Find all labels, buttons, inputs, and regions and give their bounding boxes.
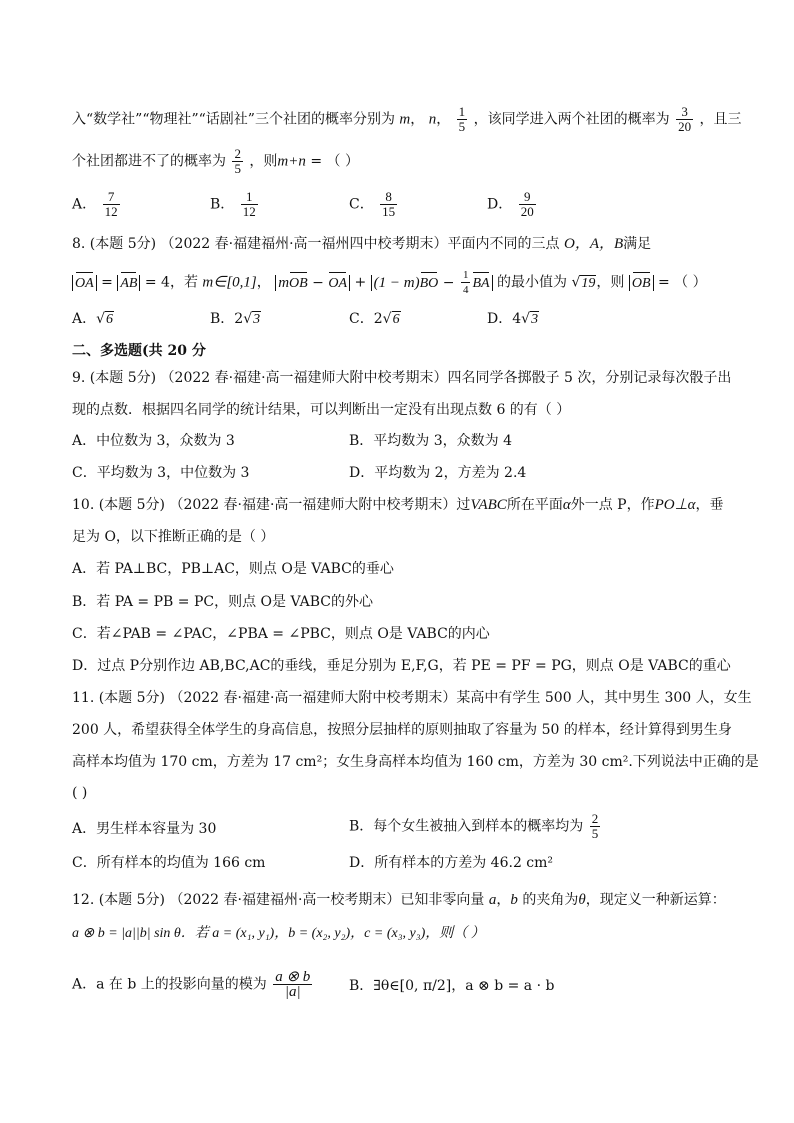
abs-oa: OA [72, 275, 97, 291]
q10-option-b: B．若 PA = PB = PC，则点 O是 VABC的外心 [72, 594, 373, 610]
abs-expr1: mOB − OA [275, 275, 350, 291]
q9-option-a: A．中位数为 3，众数为 3 [72, 433, 235, 449]
option-letter: B． [210, 311, 235, 327]
q7-line2 [72, 147, 359, 176]
q11-line4: ( ) [72, 785, 88, 801]
frac-num: 2 [591, 811, 599, 826]
frac-num: a ⊗ b [275, 969, 311, 985]
q12-line2: a ⊗ b = |a||b| sin θ．若 a = (x₁, y₁)，b = (x₂, y₂)，c = (x₃, y₃)，则（ ） [72, 926, 485, 941]
var-m: m [399, 111, 411, 128]
q7-option-b [210, 190, 260, 219]
q12-opta-frac [273, 970, 312, 999]
q8-text-d: = （ ） [657, 274, 707, 291]
q11-line3: 高样本均值为 170 cm，方差为 17 cm²；女生身高样本均值为 160 cm，方差为 30 cm².下列说法中正确的是 [72, 754, 759, 770]
abs-expr2: (1 − m)BO − $\frac{1}{4}$ BA [371, 275, 493, 291]
q8-header [72, 234, 651, 254]
frac-den: 12 [104, 204, 118, 219]
q7-text-c: ，且三 [699, 111, 742, 128]
q8-text-a: = 4，若 [144, 274, 198, 291]
option-sqrt: 6 [106, 312, 114, 327]
frac-den: |a| [284, 984, 301, 1000]
frac-1-5 [457, 105, 468, 134]
q11-option-a: A．男生样本容量为 30 [72, 821, 217, 837]
q9-line2: 现的点数．根据四名同学的统计结果，可以判断出一定没有出现点数 6 的有（ ） [72, 402, 571, 418]
q7-text-d: 个社团都进不了的概率为 [72, 153, 226, 170]
q12-theta: θ [578, 892, 586, 908]
frac-2-5-b [590, 812, 601, 841]
q12-text-b: 的夹角为 [522, 892, 579, 908]
q8-line2: OA = AB = 4，若 m∈[0,1]， mOB − OA + (1 − m)BO − $\frac{1}{4}$ BA 的最小值为 √19，则 OB = （ ） [72, 268, 707, 297]
q7-text-f: = （ ） [310, 153, 359, 170]
q12-option-a [72, 970, 314, 999]
q7-option-d [487, 190, 538, 219]
q10-option-a: A．若 PA⊥BC，PB⊥AC，则点 O是 VABC的垂心 [72, 561, 394, 577]
q10-option-d: D．过点 P分别作边 AB,BC,AC的垂线，垂足分别为 E,F,G，若 PE = PF = PG，则点 O是 VABC的重心 [72, 658, 731, 674]
q10-triangle: VABC [470, 497, 507, 513]
option-coef: 2 [234, 311, 244, 327]
q7-text-a: 入“数学社”“物理社”“话剧社”三个社团的概率分别为 [72, 111, 395, 128]
q10-text-b: 所在平面 [506, 497, 563, 513]
q8-min-val: 19 [581, 275, 596, 291]
q11-option-c: C．所有样本的均值为 166 cm [72, 855, 266, 871]
q7-text-b: ，该同学进入两个社团的概率为 [473, 111, 670, 128]
q10-line1 [72, 495, 724, 515]
abs-ob: OB [629, 275, 654, 291]
frac-den: 5 [591, 826, 599, 841]
option-frac [519, 190, 536, 219]
q10-text-a: 10. (本题 5分) （2022 春·福建·高一福建师大附中校考期末）过 [72, 497, 471, 513]
frac-den: 20 [520, 204, 534, 219]
expr-m-plus-n: m+n [277, 153, 306, 170]
option-coef: 4 [512, 311, 522, 327]
option-letter: C． [349, 311, 374, 327]
abs-ab: AB [117, 275, 140, 291]
frac-num: 1 [458, 104, 466, 119]
q9-line1: 9. (本题 5分) （2022 春·福建·高一福建师大附中校考期末）四名同学各掷骰子 5 次，分别记录每次骰子出 [72, 370, 732, 386]
q10-perp: PO⊥α [654, 497, 696, 513]
q11-line2: 200 人，希望获得全体学生的身高信息，按照分层抽样的原则抽取了容量为 50 的样本，经计算得到男生身 [72, 722, 732, 738]
frac-2-5 [232, 147, 243, 176]
q11-option-b [349, 812, 602, 841]
q12-text-a: 12. (本题 5分) （2022 春·福建福州·高一校考期末）已知非零向量 [72, 892, 485, 908]
q8-option-c: C．2√6 [349, 311, 400, 327]
frac-den: 12 [242, 204, 256, 219]
option-letter: C． [349, 196, 374, 213]
section-heading: 二、多选题(共 20 分 [72, 343, 206, 359]
frac-den: 15 [382, 204, 396, 219]
q9-option-c: C．平均数为 3，中位数为 3 [72, 465, 250, 481]
q8-header-end: 满足 [623, 236, 652, 252]
q11-option-d: D．所有样本的方差为 46.2 cm² [349, 855, 554, 871]
frac-3-20 [676, 105, 693, 134]
q12-opta-text: A．a 在 b 上的投影向量的模为 [72, 976, 267, 993]
vec-a: a [488, 892, 497, 908]
q7-option-c [349, 190, 399, 219]
q8-text-c: ，则 [596, 274, 625, 291]
q12-option-b: B．∃θ∈[0, π/2]，a ⊗ b = a · b [349, 978, 555, 994]
q9-option-d: D．平均数为 2，方差为 2.4 [349, 465, 527, 481]
q12-line1: 12. (本题 5分) （2022 春·福建福州·高一校考期末）已知非零向量 a，b 的夹角为θ，现定义一种新运算： [72, 892, 726, 908]
var-n: n [428, 111, 437, 128]
q8-header-text: 8. (本题 5分) （2022 春·福建福州·高一福州四中校考期末）平面内不同的三点 [72, 236, 560, 252]
q10-text-c: 外一点 P，作 [570, 497, 655, 513]
q8-text-b: 的最小值为 [497, 274, 567, 291]
frac-num: 7 [103, 190, 120, 205]
q7-text-e: ，则 [249, 153, 278, 170]
frac-den: 20 [678, 119, 692, 134]
q8-option-a: A．√6 [72, 311, 114, 327]
frac-num: 8 [380, 190, 397, 205]
vec-b: b [510, 892, 518, 908]
frac-num: 9 [519, 190, 536, 205]
q10-text-d: ，垂 [695, 497, 724, 513]
q11-line1: 11. (本题 5分) （2022 春·福建·高一福建师大附中校考期末）某高中有学生 500 人，其中男生 300 人，女生 [72, 690, 752, 706]
q8-points: O，A，B [563, 236, 624, 252]
frac-num: 2 [234, 146, 241, 161]
q10-alpha: α [562, 497, 571, 513]
q7-option-a [72, 190, 122, 219]
q12-text-c: ，现定义一种新运算： [585, 892, 726, 908]
q8-option-b: B．2√3 [210, 311, 261, 327]
q8-option-d: D．4√3 [487, 311, 539, 327]
option-letter: A． [72, 196, 97, 213]
frac-num: 3 [676, 105, 693, 120]
q9-option-b: B．平均数为 3，众数为 4 [349, 433, 513, 449]
frac-num: 1 [241, 190, 258, 205]
option-letter: B． [210, 196, 235, 213]
option-frac [103, 190, 120, 219]
option-sqrt: 6 [392, 312, 400, 327]
option-letter: D． [487, 311, 513, 327]
frac-den: 5 [458, 119, 466, 134]
q10-option-c: C．若∠PAB = ∠PAC，∠PBA = ∠PBC，则点 O是 VABC的内心 [72, 626, 490, 642]
option-frac [380, 190, 397, 219]
option-sqrt: 3 [253, 312, 261, 327]
option-letter: D． [487, 196, 513, 213]
q7-line1: 入“数学社”“物理社”“话剧社”三个社团的概率分别为 m， n， $\frac{1}{5}$ ，该同学进入两个社团的概率为 $\frac{3}{20}$ ，且三 [72, 104, 742, 134]
option-sqrt: 3 [531, 312, 539, 327]
option-frac [241, 190, 258, 219]
option-letter: A． [72, 311, 97, 327]
option-coef: 2 [373, 311, 383, 327]
q11-optb-text: B．每个女生被抽入到样本的概率均为 [349, 818, 584, 835]
q8-cond: m∈[0,1] [202, 274, 257, 291]
q10-line2: 足为 O，以下推断正确的是（ ） [72, 529, 275, 545]
frac-den: 5 [234, 161, 241, 176]
